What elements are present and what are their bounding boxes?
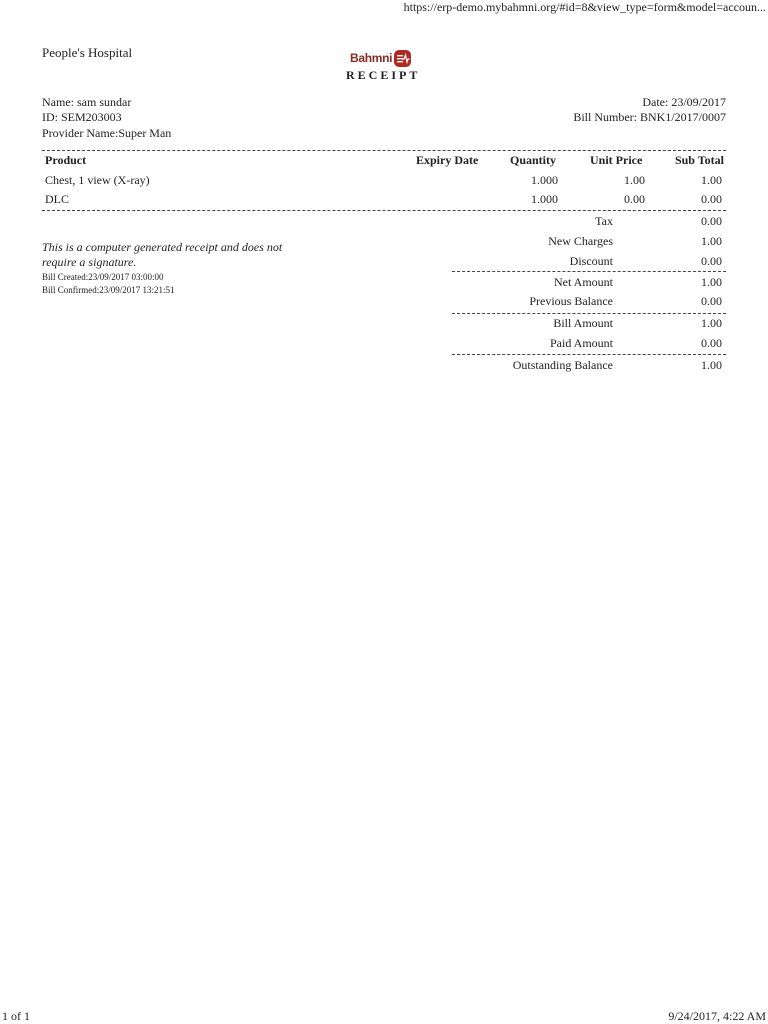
summary-value-outstanding-balance: 1.00 <box>701 358 722 372</box>
summary-label-previous-balance: Previous Balance <box>529 294 613 308</box>
col-header-unit-price: Unit Price <box>590 153 643 167</box>
summary-value-previous-balance: 0.00 <box>701 294 722 308</box>
summary-label-net-amount: Net Amount <box>554 275 613 289</box>
print-timestamp: 9/24/2017, 4:22 AM <box>668 1009 766 1023</box>
bill-number: Bill Number: BNK1/2017/0007 <box>573 110 726 124</box>
bill-confirmed: Bill Confirmed:23/09/2017 13:21:51 <box>42 285 175 295</box>
row-product: DLC <box>45 192 69 206</box>
logo-mark-icon <box>394 50 411 67</box>
summary-value-net-amount: 1.00 <box>701 275 722 289</box>
summary-label-bill-amount: Bill Amount <box>553 316 613 330</box>
row-quantity: 1.000 <box>531 192 558 206</box>
row-quantity: 1.000 <box>531 173 558 187</box>
patient-id: ID: SEM203003 <box>42 110 122 124</box>
provider-name: Provider Name:Super Man <box>42 126 172 140</box>
row-sub-total: 0.00 <box>701 192 722 206</box>
row-sub-total: 1.00 <box>701 173 722 187</box>
bill-date: Date: 23/09/2017 <box>642 95 726 109</box>
summary-label-outstanding-balance: Outstanding Balance <box>512 358 613 372</box>
summary-value-paid-amount: 0.00 <box>701 336 722 350</box>
col-header-sub-total: Sub Total <box>674 153 724 167</box>
logo-text: Bahmni <box>350 51 393 65</box>
receipt-title: RECEIPT <box>346 68 421 82</box>
col-header-expiry: Expiry Date <box>416 153 479 167</box>
page-number: 1 of 1 <box>2 1009 30 1023</box>
summary-value-discount: 0.00 <box>701 254 722 268</box>
computer-generated-note: This is a computer generated receipt and does not require a signature. <box>42 240 283 269</box>
table-bottom-divider <box>42 210 726 211</box>
row-unit-price: 0.00 <box>624 192 645 206</box>
col-header-product: Product <box>45 153 87 167</box>
row-product: Chest, 1 view (X-ray) <box>45 173 150 187</box>
summary-value-new-charges: 1.00 <box>701 234 722 248</box>
bill-created: Bill Created:23/09/2017 03:00:00 <box>42 272 164 282</box>
row-unit-price: 1.00 <box>624 173 645 187</box>
summary-divider <box>452 313 726 314</box>
col-header-quantity: Quantity <box>510 153 557 167</box>
summary-label-discount: Discount <box>569 254 613 268</box>
summary-value-tax: 0.00 <box>701 214 722 228</box>
hospital-name: People's Hospital <box>42 45 133 60</box>
bahmni-logo <box>350 48 411 68</box>
summary-divider <box>452 271 726 272</box>
print-url: https://erp-demo.mybahmni.org/#id=8&view_type=form&model=accoun... <box>403 0 766 14</box>
patient-name: Name: sam sundar <box>42 95 132 109</box>
summary-label-new-charges: New Charges <box>548 234 613 248</box>
summary-label-tax: Tax <box>595 214 613 228</box>
summary-label-paid-amount: Paid Amount <box>549 336 613 350</box>
table-top-divider <box>42 150 726 151</box>
summary-value-bill-amount: 1.00 <box>701 316 722 330</box>
summary-divider <box>452 354 726 355</box>
